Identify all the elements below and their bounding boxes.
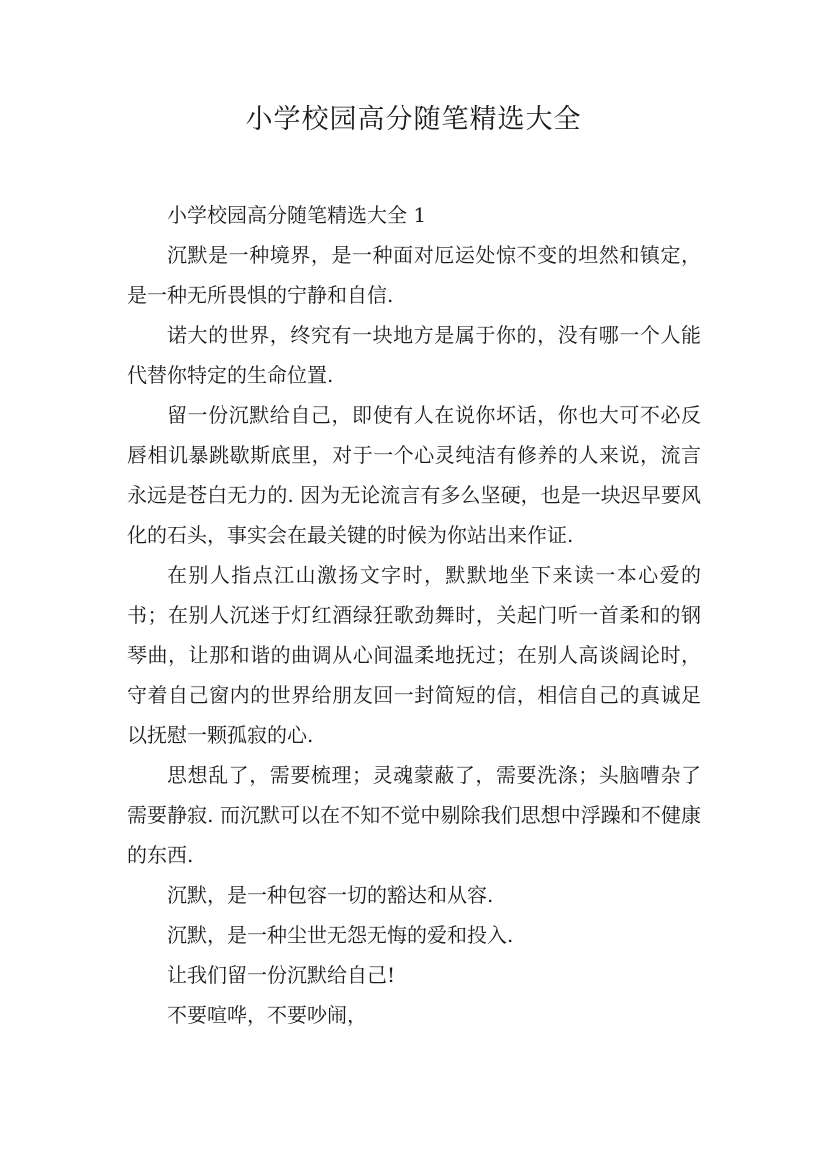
paragraph: 思想乱了，需要梳理；灵魂蒙蔽了，需要洗涤；头脑嘈杂了需要静寂. 而沉默可以在不知不觉中剔除我们思想中浮躁和不健康的东西. (127, 763, 701, 867)
document-body (127, 195, 701, 1035)
document-title: 小学校园高分随笔精选大全 (245, 104, 582, 135)
paragraph: 沉默是一种境界，是一种面对厄运处惊不变的坦然和镇定，是一种无所畏惧的宁静和自信. (127, 243, 701, 307)
paragraph: 诺大的世界，终究有一块地方是属于你的，没有哪一个人能代替你特定的生命位置. (127, 323, 701, 387)
paragraph: 沉默，是一种尘世无怨无悔的爱和投入. (167, 923, 514, 947)
paragraph: 让我们留一份沉默给自己! (167, 963, 396, 987)
paragraph-subtitle: 小学校园高分随笔精选大全 1 (167, 203, 427, 227)
paragraph: 留一份沉默给自己，即使有人在说你坏话，你也大可不必反唇相讥暴跳歇斯底里，对于一个心灵纯洁有修养的人来说，流言永远是苍白无力的. 因为无论流言有多么坚硬，也是一块迟早要风化的石头，事实会在最关键的时候为你站出来作证. (127, 403, 701, 547)
paragraph: 沉默，是一种包容一切的豁达和从容. (167, 883, 494, 907)
paragraph: 不要喧哗，不要吵闹， (167, 1003, 367, 1027)
paragraph: 在别人指点江山激扬文字时，默默地坐下来读一本心爱的书；在别人沉迷于灯红酒绿狂歌劲舞时，关起门听一首柔和的钢琴曲，让那和谐的曲调从心间温柔地抚过；在别人高谈阔论时，守着自己窗内的世界给朋友回一封简短的信，相信自己的真诚足以抚慰一颗孤寂的心. (127, 563, 701, 747)
